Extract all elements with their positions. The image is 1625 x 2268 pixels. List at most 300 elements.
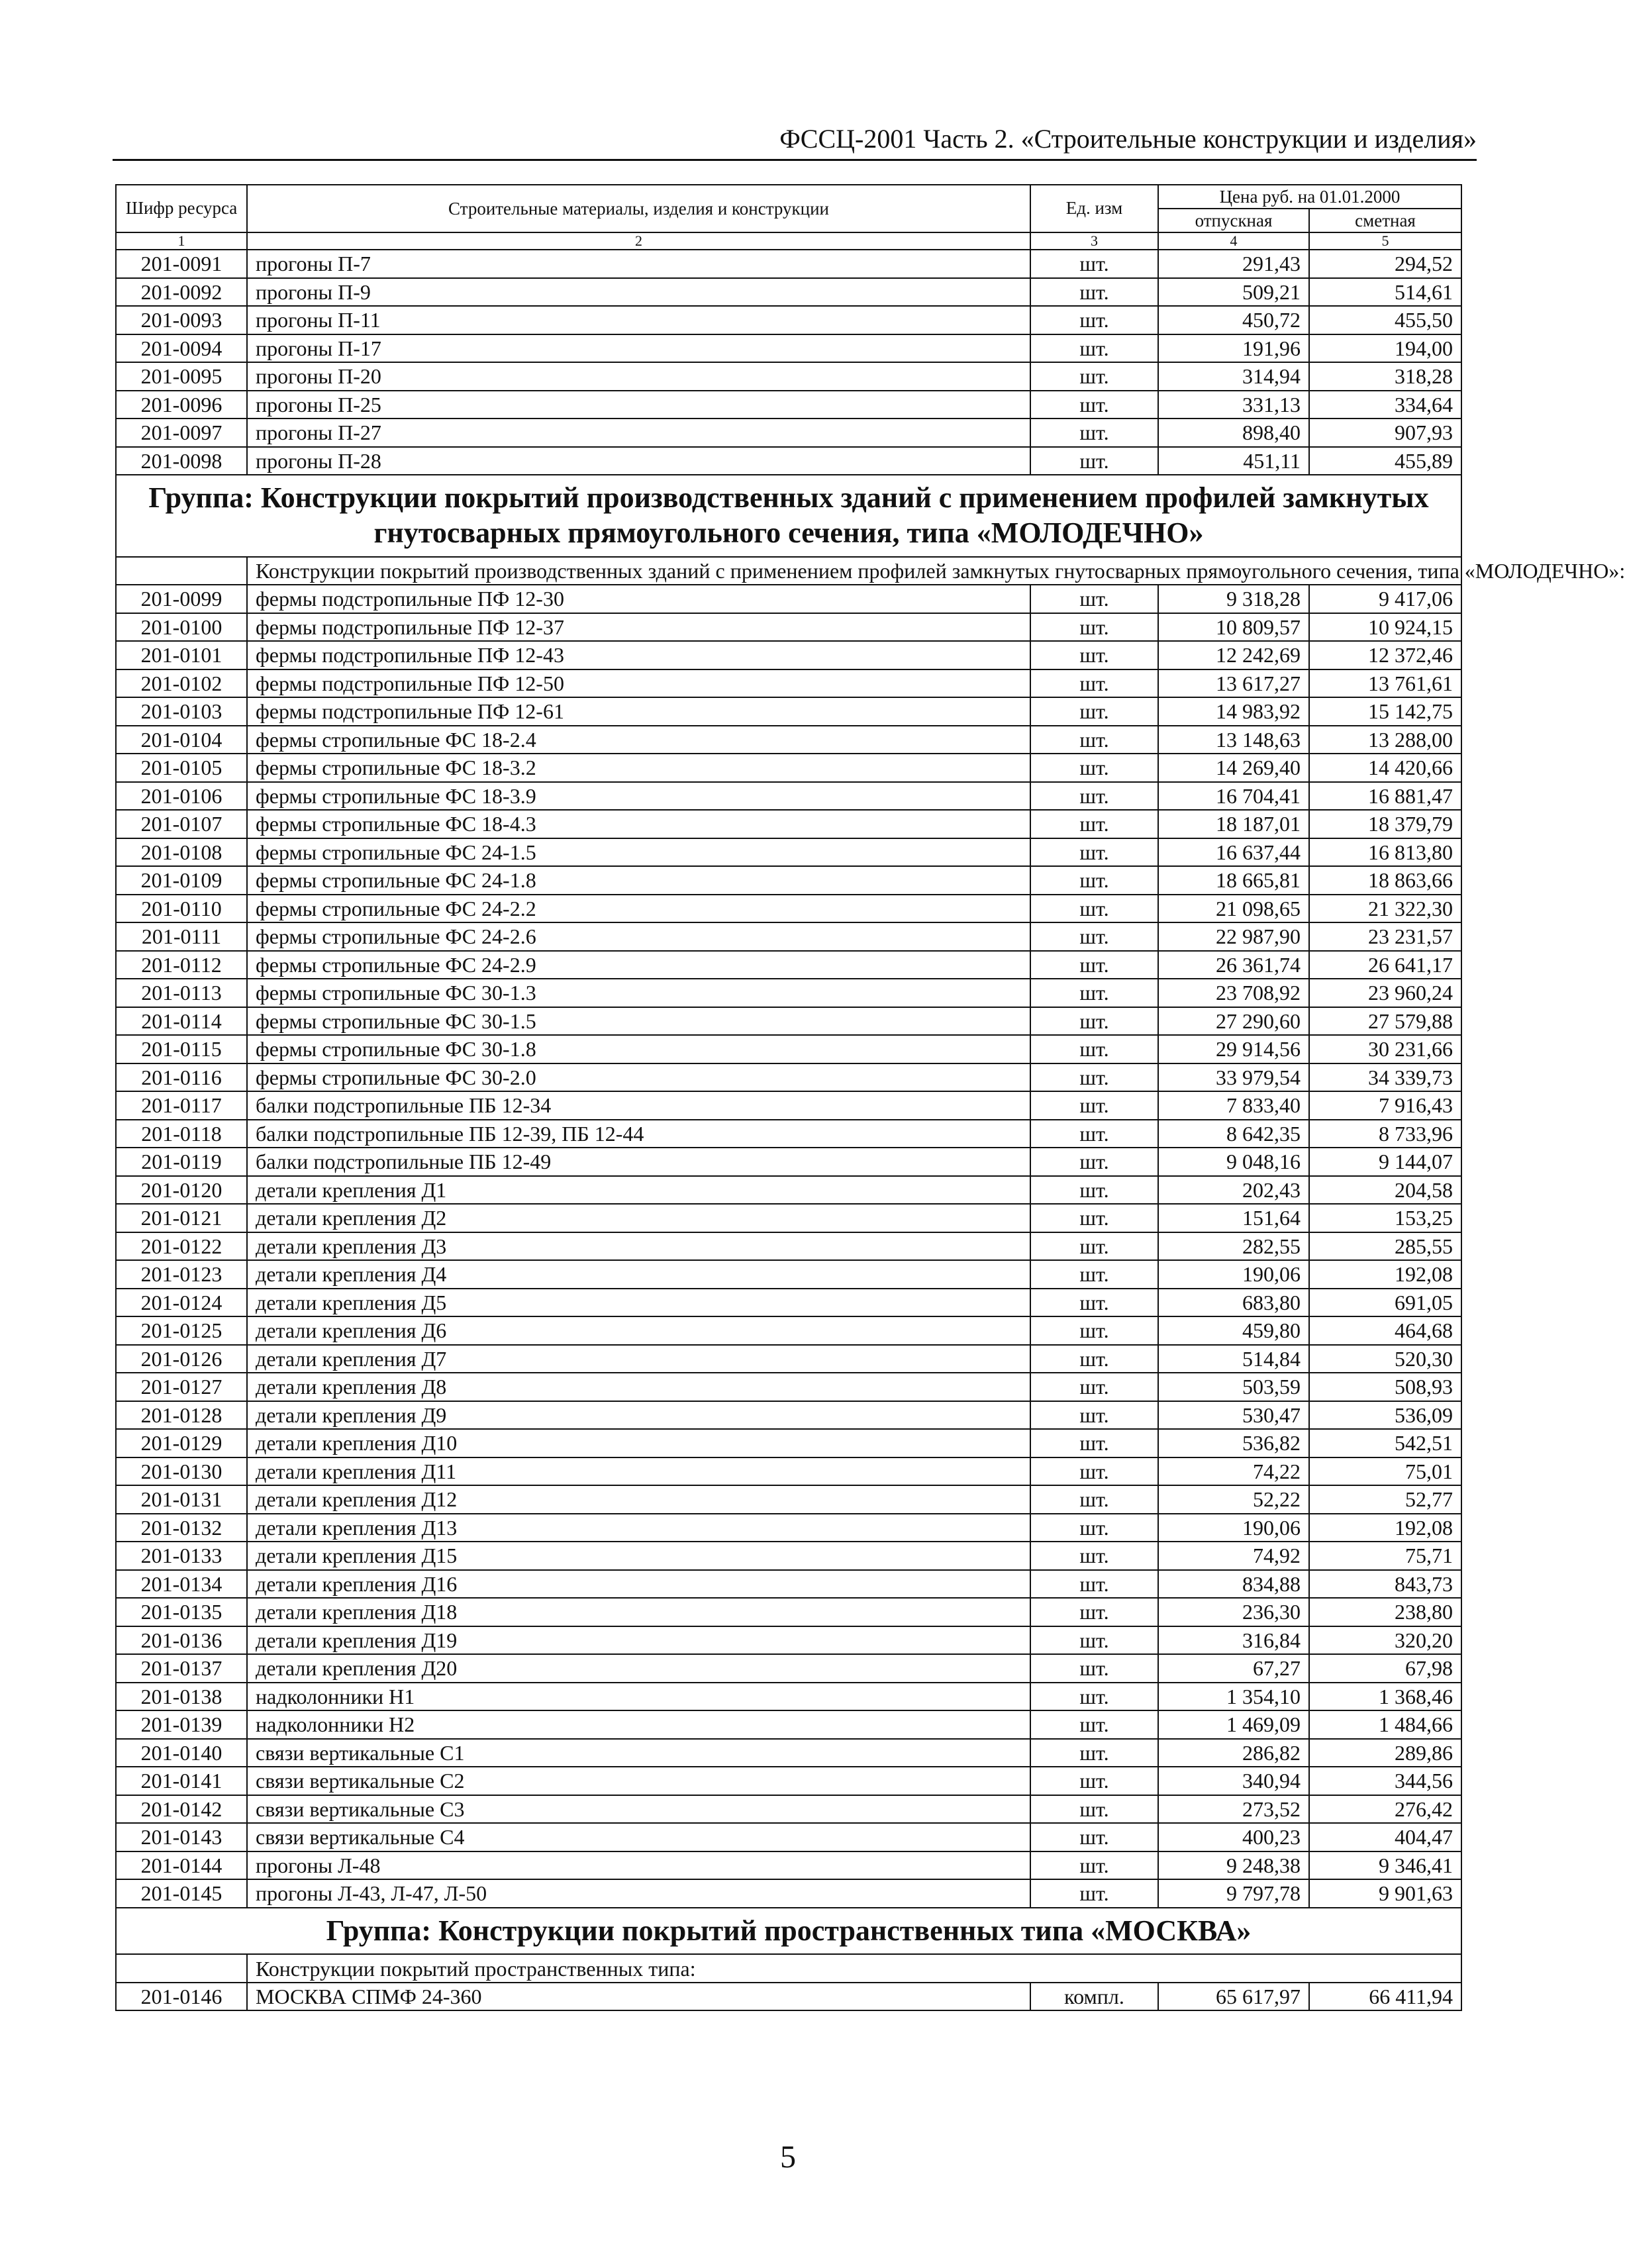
release-price: 65 617,97 (1158, 1983, 1309, 2011)
estimate-price: 8 733,96 (1309, 1120, 1461, 1148)
release-price: 316,84 (1158, 1626, 1309, 1655)
release-price: 33 979,54 (1158, 1063, 1309, 1092)
item-name: прогоны П-7 (247, 250, 1030, 278)
resource-code: 201-0098 (116, 447, 247, 475)
item-name: связи вертикальные С3 (247, 1795, 1030, 1824)
group-title-row (116, 475, 1461, 557)
unit: шт. (1030, 866, 1158, 895)
resource-code: 201-0120 (116, 1176, 247, 1205)
group-title-row (116, 1908, 1461, 1955)
unit: шт. (1030, 1120, 1158, 1148)
table-row (116, 1176, 1461, 1205)
estimate-price: 276,42 (1309, 1795, 1461, 1824)
resource-code: 201-0093 (116, 306, 247, 334)
resource-code: 201-0119 (116, 1148, 247, 1176)
estimate-price: 520,30 (1309, 1345, 1461, 1373)
resource-code: 201-0116 (116, 1063, 247, 1092)
release-price: 503,59 (1158, 1373, 1309, 1401)
table-row (116, 1626, 1461, 1655)
unit: шт. (1030, 1626, 1158, 1655)
release-price: 834,88 (1158, 1570, 1309, 1599)
page-header: ФССЦ-2001 Часть 2. «Строительные конструкции и изделия» (779, 124, 1477, 154)
item-name: связи вертикальные С2 (247, 1767, 1030, 1795)
col-number: 3 (1030, 232, 1158, 250)
release-price: 26 361,74 (1158, 951, 1309, 979)
release-price: 9 797,78 (1158, 1879, 1309, 1908)
table-row (116, 1542, 1461, 1570)
resource-code: 201-0101 (116, 641, 247, 669)
release-price: 23 708,92 (1158, 979, 1309, 1007)
unit: шт. (1030, 669, 1158, 698)
header-name: Строительные материалы, изделия и конструкции (247, 185, 1030, 232)
item-name: связи вертикальные С1 (247, 1739, 1030, 1767)
item-name: прогоны Л-43, Л-47, Л-50 (247, 1879, 1030, 1908)
estimate-price: 1 484,66 (1309, 1710, 1461, 1739)
release-price: 340,94 (1158, 1767, 1309, 1795)
release-price: 450,72 (1158, 306, 1309, 334)
unit: шт. (1030, 1598, 1158, 1626)
estimate-price: 23 960,24 (1309, 979, 1461, 1007)
estimate-price: 26 641,17 (1309, 951, 1461, 979)
table-row (116, 951, 1461, 979)
item-name: балки подстропильные ПБ 12-49 (247, 1148, 1030, 1176)
estimate-price: 9 346,41 (1309, 1851, 1461, 1880)
resource-code: 201-0099 (116, 585, 247, 613)
item-name: прогоны П-27 (247, 419, 1030, 447)
unit: шт. (1030, 726, 1158, 754)
release-price: 16 637,44 (1158, 838, 1309, 867)
release-price: 331,13 (1158, 391, 1309, 419)
resource-code: 201-0108 (116, 838, 247, 867)
table-row (116, 1767, 1461, 1795)
resource-code: 201-0097 (116, 419, 247, 447)
resource-code: 201-0144 (116, 1851, 247, 1880)
unit: шт. (1030, 1457, 1158, 1486)
estimate-price: 27 579,88 (1309, 1007, 1461, 1036)
item-name: детали крепления Д16 (247, 1570, 1030, 1599)
estimate-price: 153,25 (1309, 1204, 1461, 1232)
table-row (116, 669, 1461, 698)
resource-code: 201-0130 (116, 1457, 247, 1486)
table-row (116, 810, 1461, 838)
unit: шт. (1030, 1879, 1158, 1908)
item-name: фермы стропильные ФС 24-2.2 (247, 895, 1030, 923)
estimate-price: 18 863,66 (1309, 866, 1461, 895)
group-description: Конструкции покрытий пространственных типа: (247, 1954, 1461, 1983)
table-row (116, 1204, 1461, 1232)
unit: шт. (1030, 1035, 1158, 1063)
unit: шт. (1030, 1007, 1158, 1036)
resource-code: 201-0105 (116, 754, 247, 782)
unit: шт. (1030, 1401, 1158, 1430)
table-row (116, 1598, 1461, 1626)
unit: шт. (1030, 951, 1158, 979)
estimate-price: 30 231,66 (1309, 1035, 1461, 1063)
resource-code: 201-0122 (116, 1232, 247, 1261)
release-price: 236,30 (1158, 1598, 1309, 1626)
release-price: 530,47 (1158, 1401, 1309, 1430)
table-row (116, 362, 1461, 391)
item-name: детали крепления Д3 (247, 1232, 1030, 1261)
resource-code: 201-0134 (116, 1570, 247, 1599)
table-row (116, 1851, 1461, 1880)
resource-code: 201-0128 (116, 1401, 247, 1430)
estimate-price: 344,56 (1309, 1767, 1461, 1795)
release-price: 8 642,35 (1158, 1120, 1309, 1148)
unit: шт. (1030, 419, 1158, 447)
resource-code: 201-0113 (116, 979, 247, 1007)
unit: шт. (1030, 1767, 1158, 1795)
table-row (116, 250, 1461, 278)
release-price: 22 987,90 (1158, 922, 1309, 951)
item-name: детали крепления Д9 (247, 1401, 1030, 1430)
item-name: фермы стропильные ФС 18-4.3 (247, 810, 1030, 838)
table-row (116, 754, 1461, 782)
item-name: детали крепления Д6 (247, 1316, 1030, 1345)
release-price: 291,43 (1158, 250, 1309, 278)
item-name: фермы стропильные ФС 18-2.4 (247, 726, 1030, 754)
estimate-price: 23 231,57 (1309, 922, 1461, 951)
resource-code: 201-0136 (116, 1626, 247, 1655)
item-name: детали крепления Д13 (247, 1514, 1030, 1542)
unit: шт. (1030, 895, 1158, 923)
release-price: 13 617,27 (1158, 669, 1309, 698)
resource-code: 201-0109 (116, 866, 247, 895)
header-release: отпускная (1158, 209, 1309, 232)
table-row (116, 1683, 1461, 1711)
estimate-price: 16 881,47 (1309, 782, 1461, 811)
unit: шт. (1030, 1514, 1158, 1542)
table-row (116, 866, 1461, 895)
estimate-price: 16 813,80 (1309, 838, 1461, 867)
table-row (116, 306, 1461, 334)
estimate-price: 294,52 (1309, 250, 1461, 278)
group-title: Группа: Конструкции покрытий пространственных типа «МОСКВА» (116, 1908, 1461, 1955)
estimate-price: 907,93 (1309, 419, 1461, 447)
table-row (116, 697, 1461, 726)
estimate-price: 843,73 (1309, 1570, 1461, 1599)
header-estimate: сметная (1309, 209, 1461, 232)
table-row (116, 585, 1461, 613)
estimate-price: 75,01 (1309, 1457, 1461, 1486)
estimate-price: 1 368,46 (1309, 1683, 1461, 1711)
table-row (116, 1710, 1461, 1739)
unit: шт. (1030, 1851, 1158, 1880)
resource-code: 201-0145 (116, 1879, 247, 1908)
estimate-price: 34 339,73 (1309, 1063, 1461, 1092)
item-name: надколонники Н2 (247, 1710, 1030, 1739)
table-row (116, 1232, 1461, 1261)
resource-code: 201-0107 (116, 810, 247, 838)
estimate-price: 13 288,00 (1309, 726, 1461, 754)
unit: шт. (1030, 585, 1158, 613)
unit: компл. (1030, 1983, 1158, 2011)
estimate-price: 289,86 (1309, 1739, 1461, 1767)
resource-code: 201-0115 (116, 1035, 247, 1063)
unit: шт. (1030, 1345, 1158, 1373)
resource-code: 201-0096 (116, 391, 247, 419)
empty-cell (116, 1954, 247, 1983)
estimate-price: 404,47 (1309, 1823, 1461, 1851)
resource-code: 201-0126 (116, 1345, 247, 1373)
item-name: детали крепления Д19 (247, 1626, 1030, 1655)
unit: шт. (1030, 1204, 1158, 1232)
table-row (116, 1091, 1461, 1120)
unit: шт. (1030, 1289, 1158, 1317)
release-price: 74,22 (1158, 1457, 1309, 1486)
resource-code: 201-0146 (116, 1983, 247, 2011)
table-row (116, 1429, 1461, 1457)
release-price: 74,92 (1158, 1542, 1309, 1570)
group-description-row (116, 1954, 1461, 1983)
resource-code: 201-0137 (116, 1654, 247, 1683)
unit: шт. (1030, 1063, 1158, 1092)
estimate-price: 21 322,30 (1309, 895, 1461, 923)
release-price: 202,43 (1158, 1176, 1309, 1205)
table-row (116, 1654, 1461, 1683)
unit: шт. (1030, 447, 1158, 475)
estimate-price: 542,51 (1309, 1429, 1461, 1457)
table-row (116, 391, 1461, 419)
resource-code: 201-0138 (116, 1683, 247, 1711)
resource-code: 201-0123 (116, 1260, 247, 1289)
release-price: 14 269,40 (1158, 754, 1309, 782)
unit: шт. (1030, 1176, 1158, 1205)
unit: шт. (1030, 250, 1158, 278)
item-name: фермы стропильные ФС 30-1.3 (247, 979, 1030, 1007)
price-table (115, 184, 1625, 2011)
resource-code: 201-0133 (116, 1542, 247, 1570)
resource-code: 201-0103 (116, 697, 247, 726)
estimate-price: 66 411,94 (1309, 1983, 1461, 2011)
item-name: фермы подстропильные ПФ 12-61 (247, 697, 1030, 726)
col-number: 5 (1309, 232, 1461, 250)
estimate-price: 9 417,06 (1309, 585, 1461, 613)
header-rule (113, 159, 1477, 161)
item-name: детали крепления Д20 (247, 1654, 1030, 1683)
release-price: 10 809,57 (1158, 613, 1309, 642)
unit: шт. (1030, 1260, 1158, 1289)
table-row (116, 838, 1461, 867)
resource-code: 201-0110 (116, 895, 247, 923)
resource-code: 201-0106 (116, 782, 247, 811)
unit: шт. (1030, 278, 1158, 307)
release-price: 286,82 (1158, 1739, 1309, 1767)
release-price: 514,84 (1158, 1345, 1309, 1373)
estimate-price: 320,20 (1309, 1626, 1461, 1655)
resource-code: 201-0092 (116, 278, 247, 307)
item-name: фермы стропильные ФС 18-3.9 (247, 782, 1030, 811)
resource-code: 201-0095 (116, 362, 247, 391)
resource-code: 201-0132 (116, 1514, 247, 1542)
estimate-price: 9 144,07 (1309, 1148, 1461, 1176)
unit: шт. (1030, 306, 1158, 334)
unit: шт. (1030, 1232, 1158, 1261)
resource-code: 201-0140 (116, 1739, 247, 1767)
table-row (116, 1260, 1461, 1289)
unit: шт. (1030, 1710, 1158, 1739)
table-row (116, 1457, 1461, 1486)
resource-code: 201-0114 (116, 1007, 247, 1036)
item-name: прогоны П-20 (247, 362, 1030, 391)
unit: шт. (1030, 979, 1158, 1007)
unit: шт. (1030, 641, 1158, 669)
table-row (116, 979, 1461, 1007)
resource-code: 201-0124 (116, 1289, 247, 1317)
estimate-price: 192,08 (1309, 1260, 1461, 1289)
header-code: Шифр ресурса (116, 185, 247, 232)
release-price: 400,23 (1158, 1823, 1309, 1851)
unit: шт. (1030, 613, 1158, 642)
table-row (116, 1983, 1461, 2011)
table-row (116, 1514, 1461, 1542)
item-name: фермы стропильные ФС 30-1.5 (247, 1007, 1030, 1036)
estimate-price: 192,08 (1309, 1514, 1461, 1542)
release-price: 29 914,56 (1158, 1035, 1309, 1063)
estimate-price: 18 379,79 (1309, 810, 1461, 838)
col-number: 4 (1158, 232, 1309, 250)
unit: шт. (1030, 697, 1158, 726)
page-number: 5 (780, 2140, 796, 2175)
release-price: 9 318,28 (1158, 585, 1309, 613)
release-price: 9 048,16 (1158, 1148, 1309, 1176)
item-name: детали крепления Д1 (247, 1176, 1030, 1205)
estimate-price: 285,55 (1309, 1232, 1461, 1261)
item-name: фермы стропильные ФС 24-2.9 (247, 951, 1030, 979)
item-name: балки подстропильные ПБ 12-34 (247, 1091, 1030, 1120)
item-name: прогоны П-11 (247, 306, 1030, 334)
table-row (116, 1823, 1461, 1851)
unit: шт. (1030, 1316, 1158, 1345)
item-name: фермы стропильные ФС 30-1.8 (247, 1035, 1030, 1063)
table-row (116, 1289, 1461, 1317)
estimate-price: 455,50 (1309, 306, 1461, 334)
item-name: прогоны Л-48 (247, 1851, 1030, 1880)
release-price: 282,55 (1158, 1232, 1309, 1261)
resource-code: 201-0111 (116, 922, 247, 951)
table-row (116, 334, 1461, 363)
table-row (116, 641, 1461, 669)
release-price: 898,40 (1158, 419, 1309, 447)
table-row (116, 1316, 1461, 1345)
release-price: 12 242,69 (1158, 641, 1309, 669)
resource-code: 201-0142 (116, 1795, 247, 1824)
resource-code: 201-0135 (116, 1598, 247, 1626)
table-header-row (116, 185, 1461, 209)
unit: шт. (1030, 391, 1158, 419)
resource-code: 201-0141 (116, 1767, 247, 1795)
resource-code: 201-0125 (116, 1316, 247, 1345)
release-price: 14 983,92 (1158, 697, 1309, 726)
estimate-price: 318,28 (1309, 362, 1461, 391)
unit: шт. (1030, 1091, 1158, 1120)
table-row (116, 1485, 1461, 1514)
item-name: фермы стропильные ФС 24-1.5 (247, 838, 1030, 867)
item-name: прогоны П-17 (247, 334, 1030, 363)
unit: шт. (1030, 1739, 1158, 1767)
estimate-price: 12 372,46 (1309, 641, 1461, 669)
estimate-price: 508,93 (1309, 1373, 1461, 1401)
table-row (116, 419, 1461, 447)
estimate-price: 536,09 (1309, 1401, 1461, 1430)
resource-code: 201-0121 (116, 1204, 247, 1232)
release-price: 459,80 (1158, 1316, 1309, 1345)
unit: шт. (1030, 334, 1158, 363)
estimate-price: 9 901,63 (1309, 1879, 1461, 1908)
resource-code: 201-0143 (116, 1823, 247, 1851)
release-price: 67,27 (1158, 1654, 1309, 1683)
item-name: детали крепления Д8 (247, 1373, 1030, 1401)
item-name: фермы стропильные ФС 24-2.6 (247, 922, 1030, 951)
release-price: 536,82 (1158, 1429, 1309, 1457)
estimate-price: 67,98 (1309, 1654, 1461, 1683)
header-unit: Ед. изм (1030, 185, 1158, 232)
estimate-price: 514,61 (1309, 278, 1461, 307)
release-price: 13 148,63 (1158, 726, 1309, 754)
unit: шт. (1030, 1148, 1158, 1176)
resource-code: 201-0112 (116, 951, 247, 979)
item-name: детали крепления Д18 (247, 1598, 1030, 1626)
unit: шт. (1030, 754, 1158, 782)
release-price: 451,11 (1158, 447, 1309, 475)
release-price: 9 248,38 (1158, 1851, 1309, 1880)
col-number: 2 (247, 232, 1030, 250)
unit: шт. (1030, 1570, 1158, 1599)
estimate-price: 75,71 (1309, 1542, 1461, 1570)
resource-code: 201-0118 (116, 1120, 247, 1148)
resource-code: 201-0131 (116, 1485, 247, 1514)
item-name: фермы стропильные ФС 24-1.8 (247, 866, 1030, 895)
item-name: фермы подстропильные ПФ 12-30 (247, 585, 1030, 613)
estimate-price: 464,68 (1309, 1316, 1461, 1345)
release-price: 18 665,81 (1158, 866, 1309, 895)
unit: шт. (1030, 1654, 1158, 1683)
item-name: детали крепления Д15 (247, 1542, 1030, 1570)
item-name: прогоны П-25 (247, 391, 1030, 419)
release-price: 21 098,65 (1158, 895, 1309, 923)
item-name: детали крепления Д4 (247, 1260, 1030, 1289)
group-title: Группа: Конструкции покрытий производственных зданий с применением профилей замкнутых гнутосварных прямоугольного сечения, типа «МОЛОДЕЧНО» (116, 475, 1461, 557)
item-name: детали крепления Д11 (247, 1457, 1030, 1486)
release-price: 18 187,01 (1158, 810, 1309, 838)
item-name: фермы подстропильные ПФ 12-37 (247, 613, 1030, 642)
group-description-row (116, 557, 1461, 585)
header-price: Цена руб. на 01.01.2000 (1158, 185, 1461, 209)
unit: шт. (1030, 1485, 1158, 1514)
item-name: фермы подстропильные ПФ 12-43 (247, 641, 1030, 669)
table-row (116, 1345, 1461, 1373)
item-name: детали крепления Д7 (247, 1345, 1030, 1373)
resource-code: 201-0091 (116, 250, 247, 278)
table-row (116, 1373, 1461, 1401)
resource-code: 201-0117 (116, 1091, 247, 1120)
item-name: детали крепления Д10 (247, 1429, 1030, 1457)
release-price: 683,80 (1158, 1289, 1309, 1317)
estimate-price: 10 924,15 (1309, 613, 1461, 642)
unit: шт. (1030, 810, 1158, 838)
table-row (116, 922, 1461, 951)
release-price: 191,96 (1158, 334, 1309, 363)
unit: шт. (1030, 1429, 1158, 1457)
unit: шт. (1030, 1542, 1158, 1570)
release-price: 151,64 (1158, 1204, 1309, 1232)
release-price: 16 704,41 (1158, 782, 1309, 811)
table-row (116, 782, 1461, 811)
release-price: 1 469,09 (1158, 1710, 1309, 1739)
group-description: Конструкции покрытий производственных зданий с применением профилей замкнутых гнутосварных прямоугольного сечения, типа «МОЛОДЕЧНО»: (247, 557, 1461, 585)
estimate-price: 13 761,61 (1309, 669, 1461, 698)
unit: шт. (1030, 838, 1158, 867)
